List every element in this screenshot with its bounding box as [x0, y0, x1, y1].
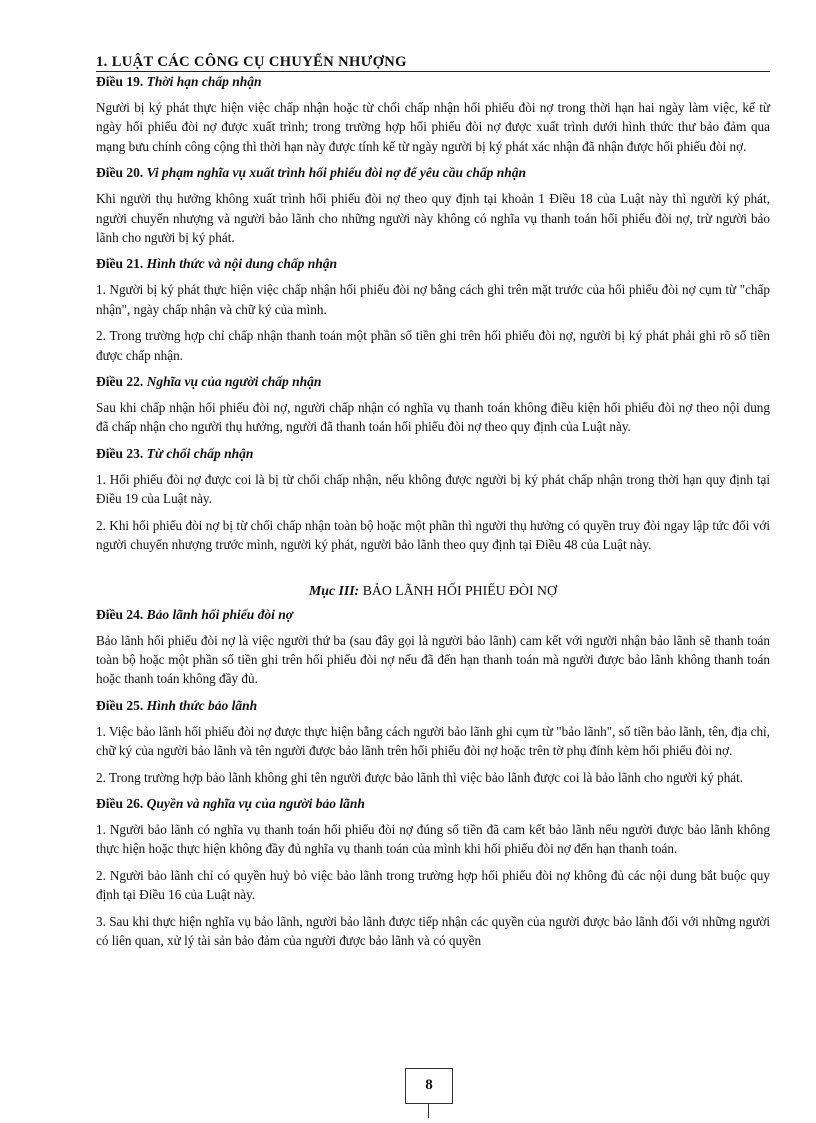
article-24-heading [96, 605, 770, 624]
page-number-divider [428, 1104, 429, 1118]
article-title: Quyền và nghĩa vụ của người bảo lãnh [146, 795, 365, 811]
article-23-clause-2: 2. Khi hối phiếu đòi nợ bị từ chối chấp nhận toàn bộ hoặc một phần thì người thụ hưởng có quyền truy đòi ngay lập tức đối với người chuyển nhượng trước mình, người ký phát, người bảo lãnh theo quy định tại Điều 48 của Luật này. [96, 517, 770, 553]
article-label: Điều 26. [96, 795, 144, 811]
article-22-paragraph: Sau khi chấp nhận hối phiếu đòi nợ, người chấp nhận có nghĩa vụ thanh toán không điều kiện hối phiếu đòi nợ theo nội dung đã chấp nhận cho người thụ hưởng, người đã thanh toán hối phiếu đòi nợ theo quy định của Luật này. [96, 400, 770, 435]
article-label: Điều 21. [96, 256, 144, 272]
article-26-clause-3: 3. Sau khi thực hiện nghĩa vụ bảo lãnh, người bảo lãnh được tiếp nhận các quyền của người được bảo lãnh đối với những người có liên quan, xử lý tài sản bảo đảm của người được bảo lãnh và có quyền [96, 913, 770, 948]
article-26-clause-2: 2. Người bảo lãnh chỉ có quyền huỷ bỏ việc bảo lãnh trong trường hợp hối phiếu đòi nợ không đủ các nội dung bắt buộc quy định tại Điều 16 của Luật này. [96, 867, 770, 903]
article-title: Vi phạm nghĩa vụ xuất trình hối phiếu đòi nợ để yêu cầu chấp nhận [146, 165, 526, 181]
article-title: Thời hạn chấp nhận [146, 74, 262, 89]
section-title: BẢO LÃNH HỐI PHIẾU ĐÒI NỢ [362, 582, 557, 598]
article-21-clause-1: 1. Người bị ký phát thực hiện việc chấp nhận hối phiếu đòi nợ bằng cách ghi trên mặt trước của hối phiếu đòi nợ cụm từ "chấp nhận", ngày chấp nhận và chữ ký của mình. [96, 282, 770, 317]
article-label: Điều 20. [96, 165, 144, 181]
article-label: Điều 25. [96, 697, 144, 713]
article-title: Bảo lãnh hối phiếu đòi nợ [146, 606, 294, 622]
article-title: Hình thức và nội dung chấp nhận [146, 256, 338, 272]
article-19-paragraph: Người bị ký phát thực hiện việc chấp nhận hoặc từ chối chấp nhận hối phiếu đòi nợ trong thời hạn hai ngày làm việc, kể từ ngày hối phiếu đòi nợ được xuất trình; trong trường hợp hối phiếu đòi nợ được xuất trình dưới hình thức thư bảo đảm qua mạng bưu chính công cộng thì thời hạn này được tính kể từ ngày người bị ký phát xác nhận đã nhận được hối phiếu đòi nợ. [96, 100, 770, 154]
article-25-clause-1: 1. Việc bảo lãnh hối phiếu đòi nợ được thực hiện bằng cách người bảo lãnh ghi cụm từ "bảo lãnh", số tiền bảo lãnh, tên, địa chỉ, chữ ký của người bảo lãnh và tên người được bảo lãnh trên hối phiếu đòi nợ hoặc trên tờ phụ đính kèm hối phiếu đòi nợ. [96, 723, 770, 759]
document-body [96, 72, 770, 957]
article-26-heading [96, 794, 770, 813]
article-22-heading [96, 372, 770, 391]
article-label: Điều 23. [96, 445, 144, 461]
article-23-clause-1: 1. Hối phiếu đòi nợ được coi là bị từ chối chấp nhận, nếu không được người bị ký phát chấp nhận trong thời hạn quy định tại Điều 19 của Luật này. [96, 471, 770, 507]
article-title: Hình thức bảo lãnh [146, 697, 258, 713]
article-21-heading [96, 254, 770, 273]
article-19-heading [96, 72, 770, 91]
article-label: Điều 19. [96, 74, 144, 89]
article-25-heading [96, 696, 770, 715]
article-25-clause-2: 2. Trong trường hợp bảo lãnh không ghi tên người được bảo lãnh thì việc bảo lãnh được coi là bảo lãnh cho người ký phát. [96, 769, 744, 785]
page-number: 8 [405, 1068, 453, 1104]
article-title: Từ chối chấp nhận [146, 445, 254, 461]
article-label: Điều 22. [96, 374, 144, 390]
article-20-heading [96, 163, 770, 182]
article-20-paragraph: Khi người thụ hưởng không xuất trình hối phiếu đòi nợ theo quy định tại khoản 1 Điều 18 của Luật này thì người ký phát, người chuyển nhượng và người bảo lãnh cho những người này không có nghĩa vụ thanh toán hối phiếu đòi nợ, trừ người bảo lãnh cho người bị ký phát. [96, 191, 770, 246]
chapter-title: 1. LUẬT CÁC CÔNG CỤ CHUYỂN NHƯỢNG [96, 54, 770, 72]
article-24-paragraph: Bảo lãnh hối phiếu đòi nợ là việc người thứ ba (sau đây gọi là người bảo lãnh) cam kết với người nhận bảo lãnh sẽ thanh toán toàn bộ hoặc một phần số tiền ghi trên hối phiếu đòi nợ nếu đã đến hạn thanh toán mà người được bảo lãnh không thanh toán hoặc thanh toán không đầy đủ. [96, 632, 770, 687]
article-23-heading [96, 444, 770, 463]
section-heading [96, 581, 770, 600]
section-label: Mục III: [309, 582, 360, 598]
article-title: Nghĩa vụ của người chấp nhận [146, 374, 322, 390]
article-26-clause-1: 1. Người bảo lãnh có nghĩa vụ thanh toán hối phiếu đòi nợ đúng số tiền đã cam kết bảo lãnh nếu người được bảo lãnh không thực hiện hoặc thực hiện không đầy đủ nghĩa vụ thanh toán của mình khi hối phiếu đòi nợ đến hạn thanh toán. [96, 821, 770, 857]
article-label: Điều 24. [96, 606, 144, 622]
article-21-clause-2: 2. Trong trường hợp chỉ chấp nhận thanh toán một phần số tiền ghi trên hối phiếu đòi nợ, người bị ký phát phải ghi rõ số tiền được chấp nhận. [96, 328, 770, 363]
